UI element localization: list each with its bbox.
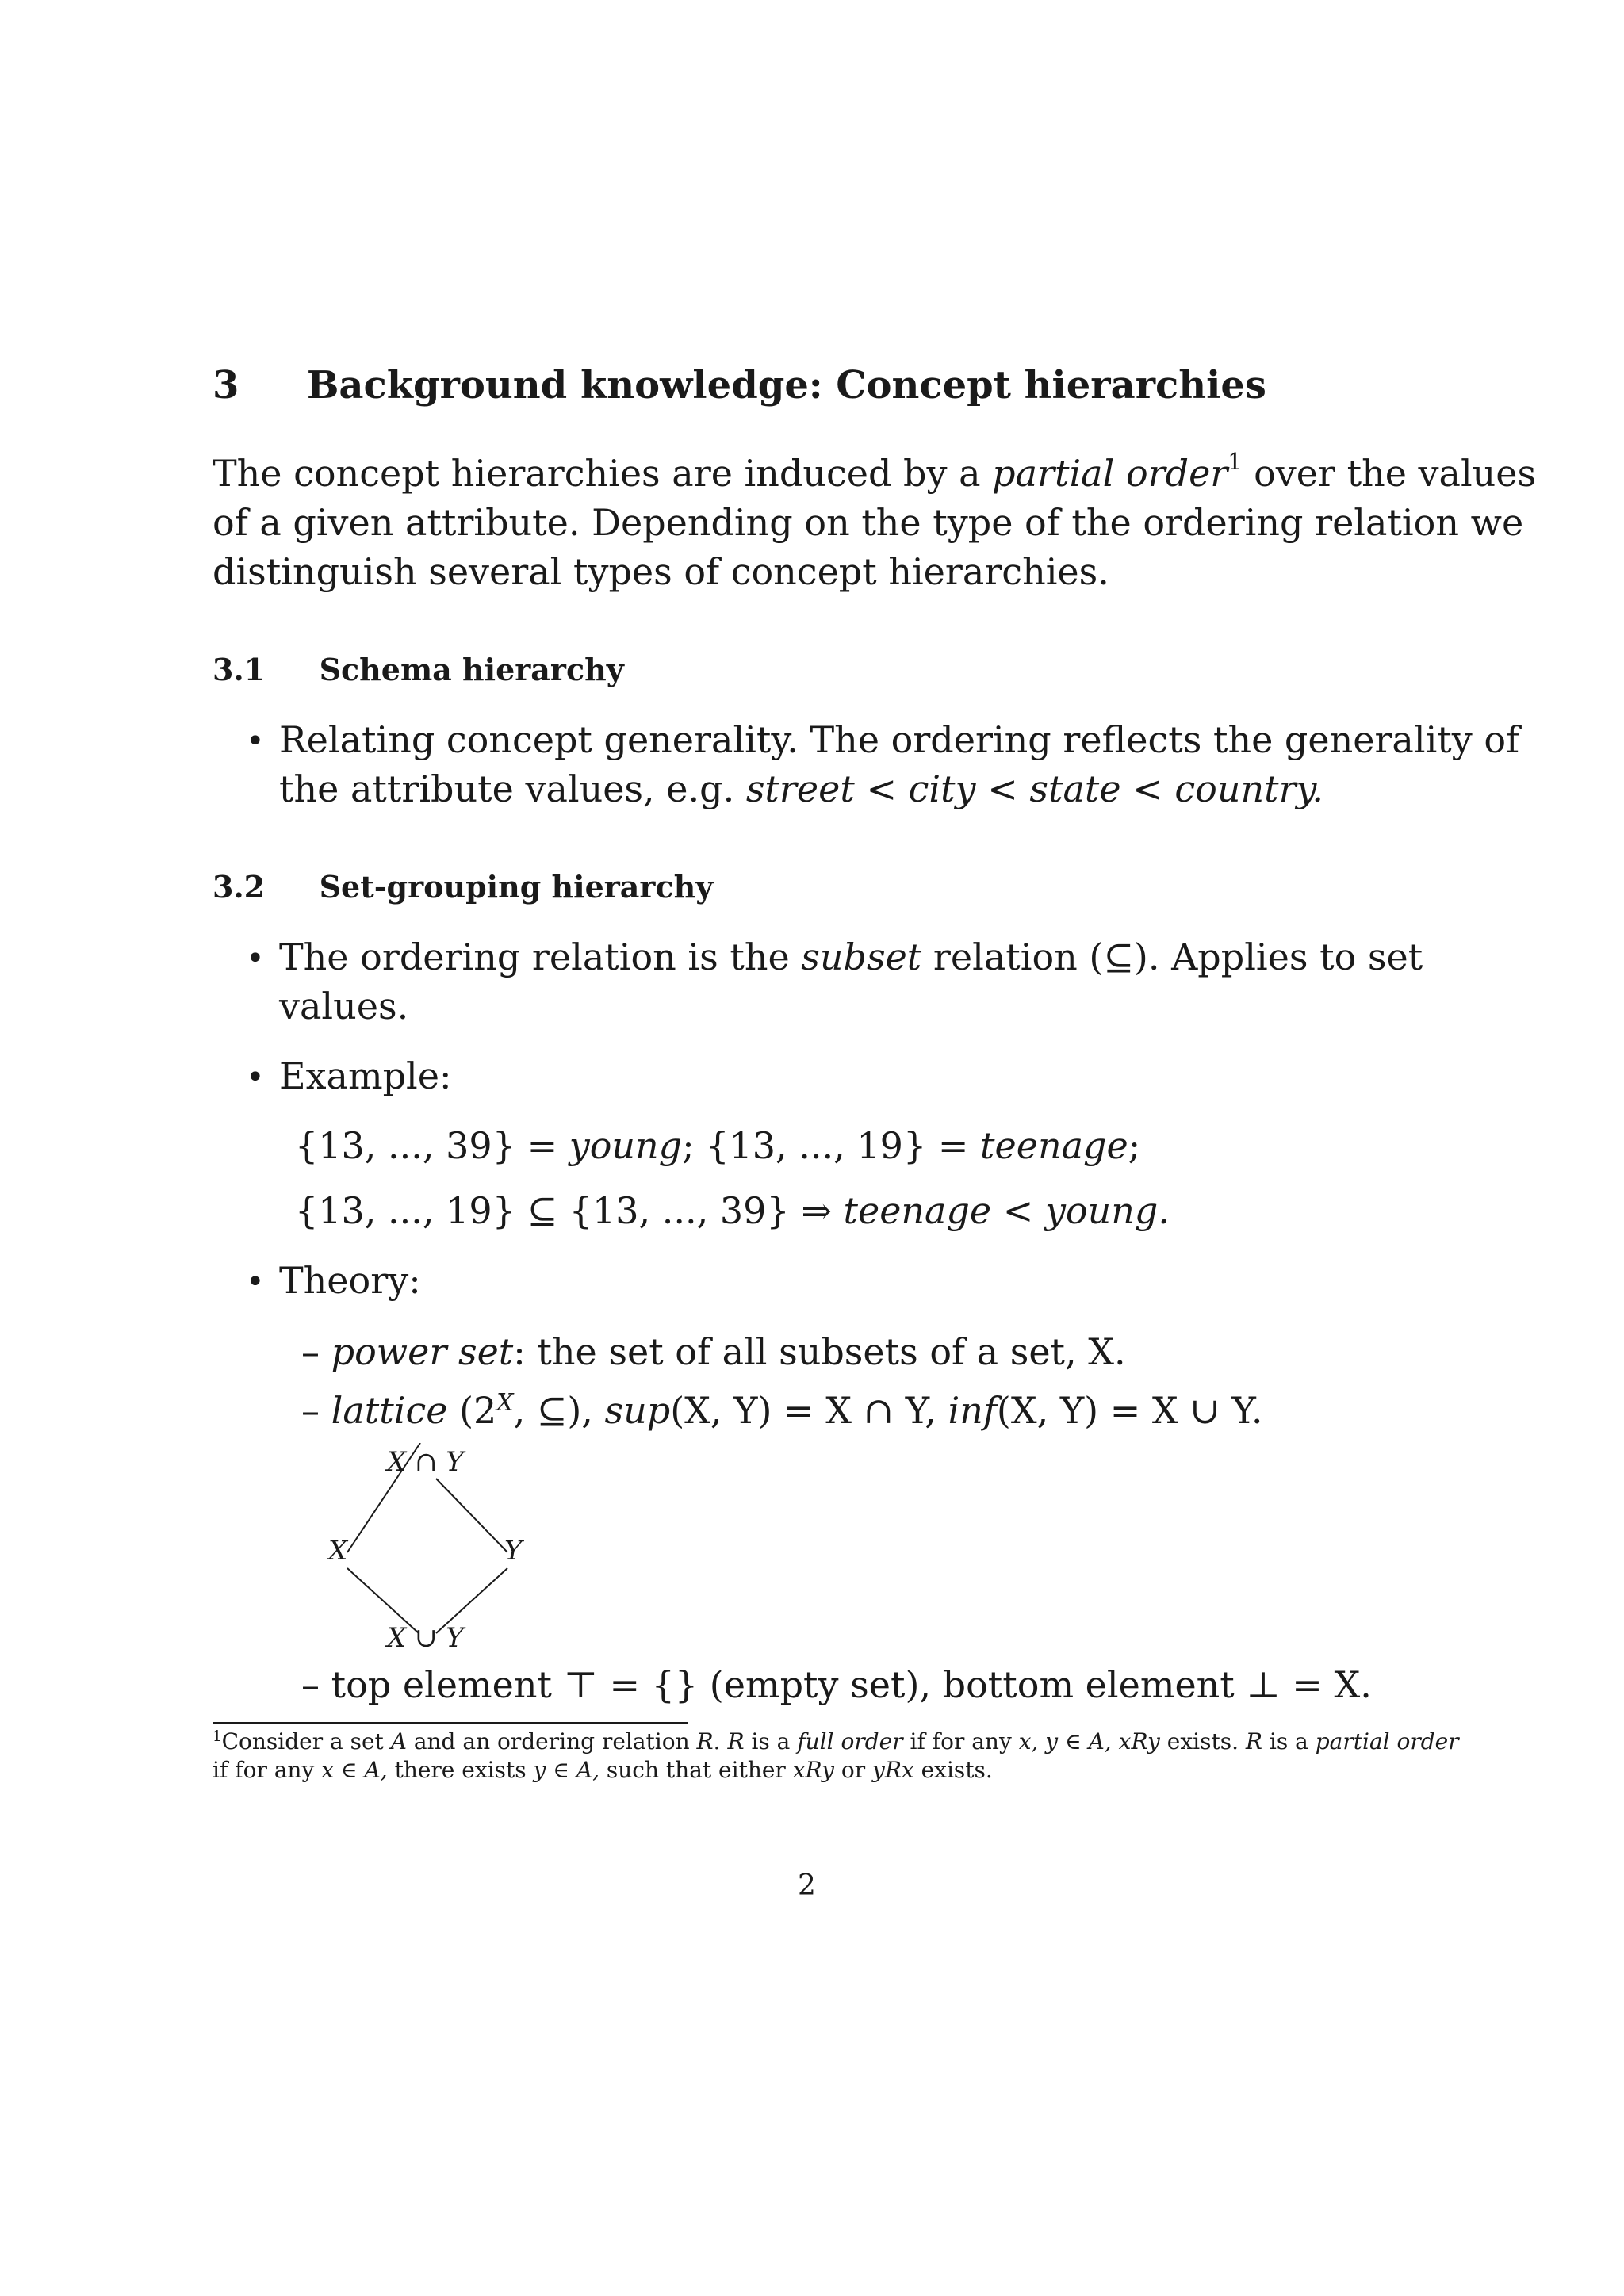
footnote-rule	[213, 1722, 688, 1724]
bullet-icon: •	[246, 1059, 265, 1096]
example-line-1: {13, ..., 39} = young; {13, ..., 19} = teenage;	[295, 1124, 1141, 1167]
footnote-line-2: if for any x ∈ A, there exists y ∈ A, such that either xRy or yRx exists.	[213, 1757, 993, 1783]
footnote-line-1: $^1$Consider a set A and an ordering relation R. R is a full order if for any x, y ∈ A, xRy exists. R is a partial order	[213, 1728, 1459, 1755]
example-label: Example:	[279, 1054, 452, 1097]
section-title: Background knowledge: Concept hierarchies	[306, 363, 1266, 408]
lattice-node-bottom: X ∪ Y	[387, 1622, 464, 1654]
lattice-node-left: X	[328, 1535, 348, 1567]
bullet-icon: •	[246, 940, 265, 977]
schema-example-math: street < city < state < country.	[745, 767, 1324, 810]
example-line-2: {13, ..., 19} ⊆ {13, ..., 39} ⇒ teenage < young.	[295, 1189, 1170, 1232]
subset-bullet-line-1: The ordering relation is the subset relation (⊆). Applies to set	[279, 936, 1423, 978]
intro-line-1: The concept hierarchies are induced by a partial order$^1$ over the values	[213, 448, 1537, 495]
theory-label: Theory:	[279, 1259, 421, 1302]
theory-item-power-set: – power set: the set of all subsets of a set, X.	[301, 1330, 1126, 1373]
section-number: 3	[213, 363, 239, 408]
page-number: 2	[798, 1869, 816, 1902]
theory-item-lattice: – lattice ($2^X$, ⊆), sup(X, Y) = X ∩ Y, inf(X, Y) = X ∪ Y.	[301, 1388, 1263, 1432]
partial-order-term: partial order	[992, 452, 1228, 495]
edge-top-right	[436, 1479, 508, 1552]
subsection-heading-3-2: 3.2 Set-grouping hierarchy	[213, 869, 714, 905]
intro-line-2: of a given attribute. Depending on the type of the ordering relation we	[213, 501, 1524, 544]
footnote-marker: 1	[1228, 448, 1243, 475]
subset-term: subset	[801, 936, 922, 978]
lattice-node-right: Y	[504, 1535, 523, 1567]
schema-bullet-line-2: the attribute values, e.g. street < city < state < country.	[279, 767, 1324, 810]
intro-line-3: distinguish several types of concept hierarchies.	[213, 550, 1109, 593]
lattice-node-top: X ∩ Y	[387, 1446, 464, 1478]
bullet-icon: •	[246, 723, 265, 760]
subsection-heading-3-1: 3.1 Schema hierarchy	[213, 652, 624, 687]
theory-item-top-bottom: – top element ⊤ = {} (empty set), bottom element ⊥ = X.	[301, 1663, 1372, 1706]
bullet-icon: •	[246, 1264, 265, 1300]
section-heading	[213, 363, 1266, 408]
subset-bullet-line-2: values.	[279, 985, 409, 1027]
schema-bullet-line-1: Relating concept generality. The ordering reflects the generality of	[279, 718, 1520, 761]
